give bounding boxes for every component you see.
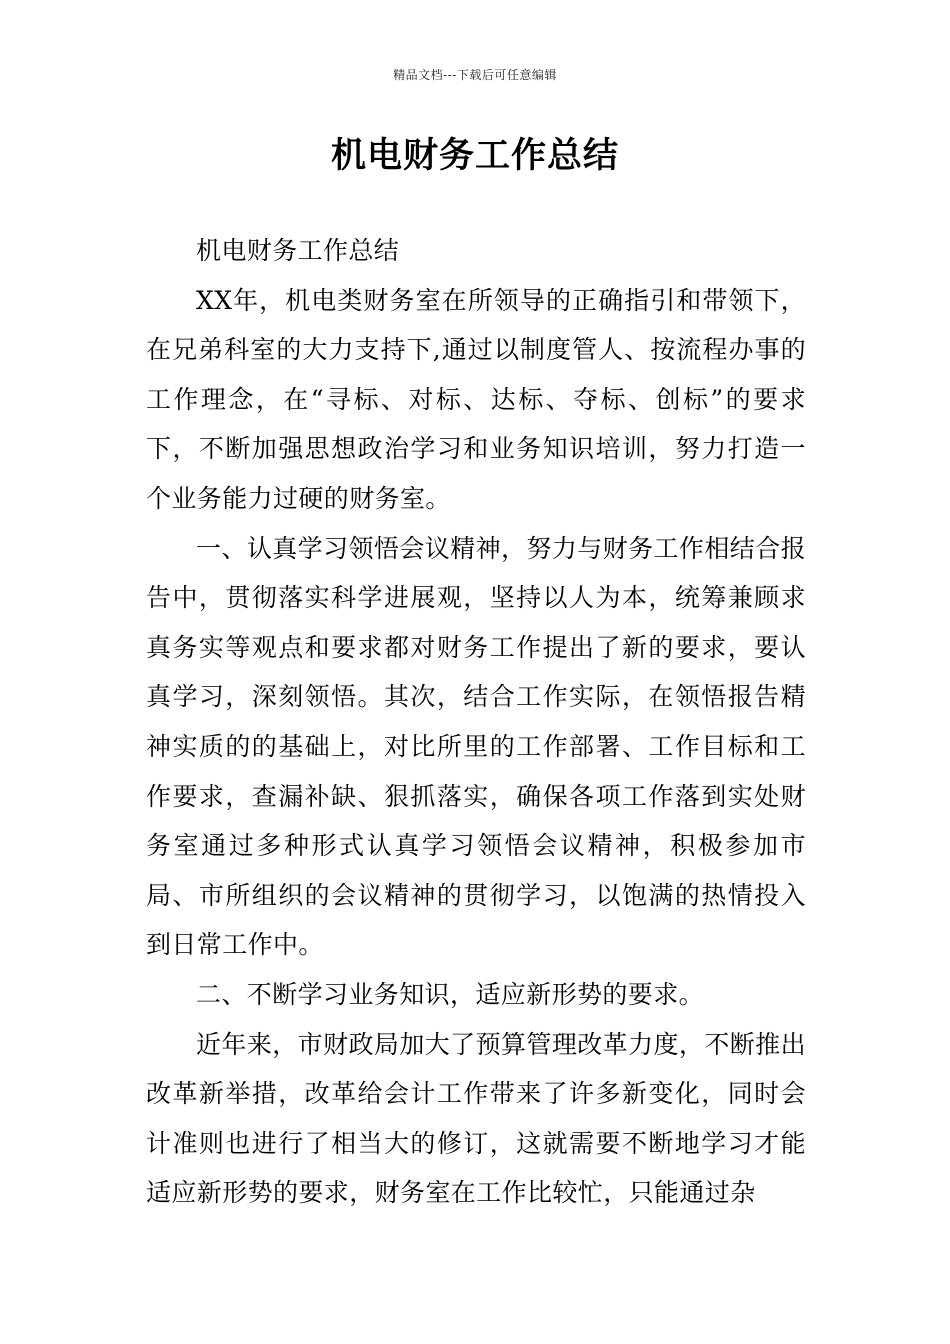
document-body [146,226,806,1218]
header-note: 精品文档---下载后可任意编辑 [393,68,557,82]
paragraph-section-2-body: 近年来，市财政局加大了预算管理改革力度，不断推出改革新举措，改革给会计工作带来了许多新变化，同时会计准则也进行了相当大的修订，这就需要不断地学习才能适应新形势的要求，财务室在工作比较忙，只能通过杂 [146,1029,806,1208]
paragraph-section-1: 一、认真学习领悟会议精神，努力与财务工作相结合报告中，贯彻落实科学进展观，坚持以人为本，统筹兼顾求真务实等观点和要求都对财务工作提出了新的要求，要认真学习，深刻领悟。其次，结合工作实际，在领悟报告精神实质的的基础上，对比所里的工作部署、工作目标和工作要求，查漏补缺、狠抓落实，确保各项工作落到实处财务室通过多种形式认真学习领悟会议精神，积极参加市局、市所组织的会议精神的贯彻学习，以饱满的热情投入到日常工作中。 [146,533,806,960]
paragraph-section-2-heading: 二、不断学习业务知识，适应新形势的要求。 [196,979,705,1009]
paragraph-subtitle: 机电财务工作总结 [196,236,400,265]
paragraph-intro: XX年，机电类财务室在所领导的正确指引和带领下，在兄弟科室的大力支持下,通过以制度管人、按流程办事的工作理念，在“寻标、对标、达标、夺标、创标”的要求下，不断加强思想政治学习和业务知识培训，努力打造一个业务能力过硬的财务室。 [146,285,806,513]
document-title: 机电财务工作总结 [330,136,619,176]
